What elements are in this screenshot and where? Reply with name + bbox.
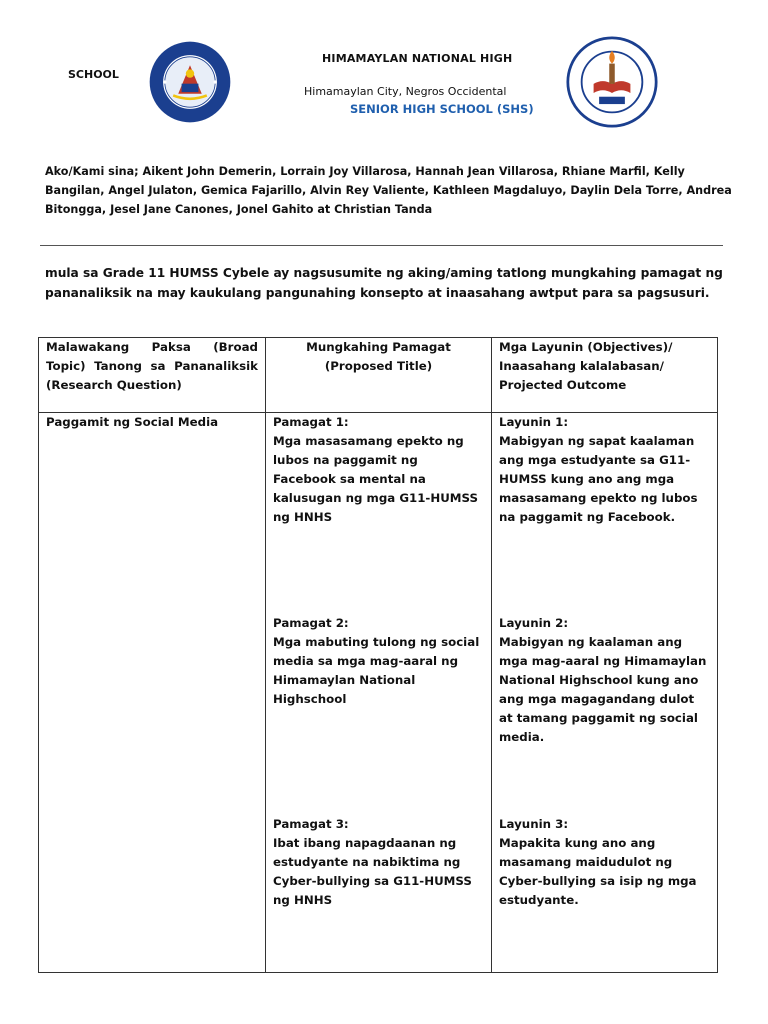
objective-2-label: Layunin 2: bbox=[499, 616, 569, 630]
objectives-cell bbox=[492, 413, 718, 973]
header-objectives-line3: Projected Outcome bbox=[499, 378, 627, 392]
title-3-text: Ibat ibang napagdaanan ng estudyante na nabiktima ng Cyber-bullying sa G11-HUMSS ng HNHS bbox=[273, 836, 472, 907]
objective-3-text: Mapakita kung ano ang masamang maidudulot ng Cyber-bullying sa isip ng mga estudyante. bbox=[499, 836, 697, 907]
table-row bbox=[39, 413, 718, 973]
title-2-text: Mga mabuting tulong ng social media sa mga mag-aaral ng Himamaylan National Highschool bbox=[273, 635, 480, 706]
objective-2-text: Mabigyan ng kaalaman ang mga mag-aaral ng Himamaylan National Highschool kung ano ang mga magagandang dulot at tamang paggamit ng social media. bbox=[499, 635, 707, 744]
school-city: Himamaylan City, Negros Occidental bbox=[304, 85, 507, 98]
deped-seal-logo bbox=[148, 40, 232, 124]
title-1-label: Pamagat 1: bbox=[273, 415, 349, 429]
header-objectives-line1: Mga Layunin (Objectives)/ bbox=[499, 340, 673, 354]
school-name: HIMAMAYLAN NATIONAL HIGH bbox=[322, 52, 513, 65]
titles-cell bbox=[266, 413, 492, 973]
authors-paragraph: Ako/Kami sina; Aikent John Demerin, Lorrain Joy Villarosa, Hannah Jean Villarosa, Rhiane Marfil, Kelly Bangilan, Angel Julaton, Gemica Fajarillo, Alvin Rey Valiente, Kathleen Magdaluyo, Daylin Dela Torre, Andrea Bitongga, Jesel Jane Canones, Jonel Gahito at Christian Tanda bbox=[45, 165, 732, 216]
header-proposed-title-line2: (Proposed Title) bbox=[324, 359, 433, 373]
hnhs-seal-logo bbox=[566, 36, 658, 128]
objective-3-label: Layunin 3: bbox=[499, 817, 569, 831]
title-3-label: Pamagat 3: bbox=[273, 817, 349, 831]
divider-line bbox=[40, 245, 723, 246]
title-2-label: Pamagat 2: bbox=[273, 616, 349, 630]
header-objectives bbox=[492, 338, 718, 413]
proposal-table bbox=[38, 337, 718, 973]
objective-1-label: Layunin 1: bbox=[499, 415, 569, 429]
topic-cell: Paggamit ng Social Media bbox=[39, 413, 266, 973]
header-broad-topic: Malawakang Paksa (Broad Topic) Tanong sa Pananaliksik (Research Question) bbox=[39, 338, 266, 413]
school-label: SCHOOL bbox=[68, 68, 119, 81]
header-objectives-line2: Inaasahang kalalabasan/ bbox=[499, 359, 664, 373]
header-proposed-title bbox=[266, 338, 492, 413]
program-name: SENIOR HIGH SCHOOL (SHS) bbox=[350, 102, 534, 116]
table-header-row bbox=[39, 338, 718, 413]
title-1-text: Mga masasamang epekto ng lubos na paggamit ng Facebook sa mental na kalusugan ng mga G11-HUMSS ng HNHS bbox=[273, 434, 478, 524]
header-proposed-title-line1: Mungkahing Pamagat bbox=[306, 340, 451, 354]
intro-paragraph: mula sa Grade 11 HUMSS Cybele ay nagsusumite ng aking/aming tatlong mungkahing pamagat ng pananaliksik na may kaukulang pangunahing konsepto at inaasahang awtput para sa pagsusuri. bbox=[45, 266, 723, 300]
objective-1-text: Mabigyan ng sapat kaalaman ang mga estudyante sa G11-HUMSS kung ano ang mga masasamang epekto ng lubos na paggamit ng Facebook. bbox=[499, 434, 698, 524]
